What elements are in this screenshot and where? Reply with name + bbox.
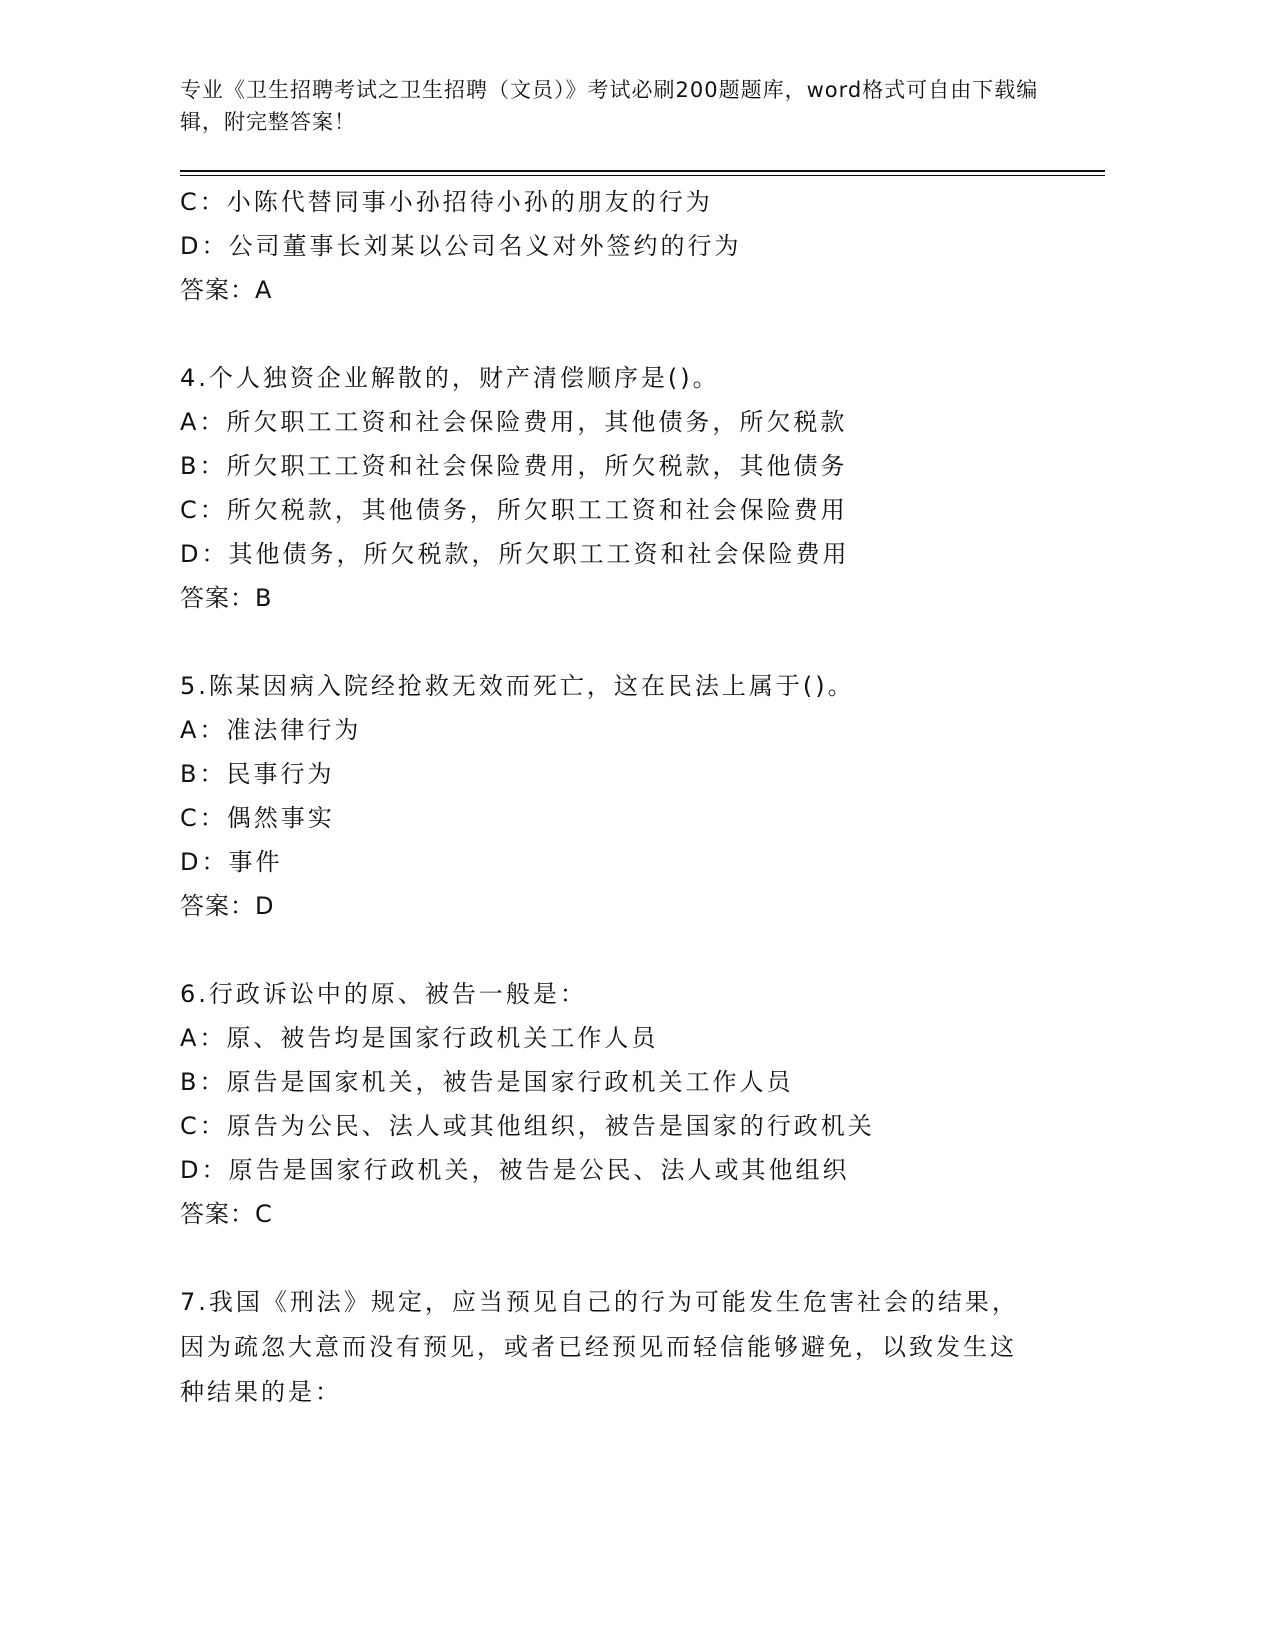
q3-option-c: C：小陈代替同事小孙招待小孙的朋友的行为 <box>180 188 713 216</box>
q6-option-a: A：原、被告均是国家行政机关工作人员 <box>180 1024 659 1052</box>
q7-stem: 7.我国《刑法》规定，应当预见自己的行为可能发生危害社会的结果，因为疏忽大意而没有预见，或者已经预见而轻信能够避免，以致发生这种结果的是： <box>180 1288 1019 1406</box>
q5-option-b: B：民事行为 <box>180 760 335 788</box>
q5-option-a: A：准法律行为 <box>180 716 362 744</box>
q4-answer: 答案：B <box>180 584 273 612</box>
spacer <box>180 312 1080 356</box>
q4-option-d: D：其他债务，所欠税款，所欠职工工资和社会保险费用 <box>180 540 850 568</box>
q4-option-b: B：所欠职工工资和社会保险费用，所欠税款，其他债务 <box>180 452 848 480</box>
q5-answer: 答案：D <box>180 892 275 920</box>
header-rule-thin <box>180 175 1105 176</box>
q5-option-d: D：事件 <box>180 848 283 876</box>
question-list <box>180 180 1080 1415</box>
page-header: 专业《卫生招聘考试之卫生招聘（文员）》考试必刷200题题库，word格式可自由下载编辑，附完整答案！ <box>180 78 1039 134</box>
spacer <box>180 620 1080 664</box>
q6-option-b: B：原告是国家机关，被告是国家行政机关工作人员 <box>180 1068 794 1096</box>
q4-option-a: A：所欠职工工资和社会保险费用，其他债务，所欠税款 <box>180 408 848 436</box>
spacer <box>180 1236 1080 1280</box>
q6-option-c: C：原告为公民、法人或其他组织，被告是国家的行政机关 <box>180 1112 875 1140</box>
q5-stem: 5.陈某因病入院经抢救无效而死亡，这在民法上属于()。 <box>180 672 855 700</box>
q5-option-c: C：偶然事实 <box>180 804 335 832</box>
q4-option-c: C：所欠税款，其他债务，所欠职工工资和社会保险费用 <box>180 496 848 524</box>
q6-answer: 答案：C <box>180 1200 273 1228</box>
header-rule-thick <box>180 170 1105 172</box>
q3-answer: 答案：A <box>180 276 273 304</box>
q6-option-d: D：原告是国家行政机关，被告是公民、法人或其他组织 <box>180 1156 850 1184</box>
q3-option-d: D：公司董事长刘某以公司名义对外签约的行为 <box>180 232 742 260</box>
q6-stem: 6.行政诉讼中的原、被告一般是： <box>180 980 587 1008</box>
spacer <box>180 928 1080 972</box>
q4-stem: 4.个人独资企业解散的，财产清偿顺序是()。 <box>180 364 720 392</box>
